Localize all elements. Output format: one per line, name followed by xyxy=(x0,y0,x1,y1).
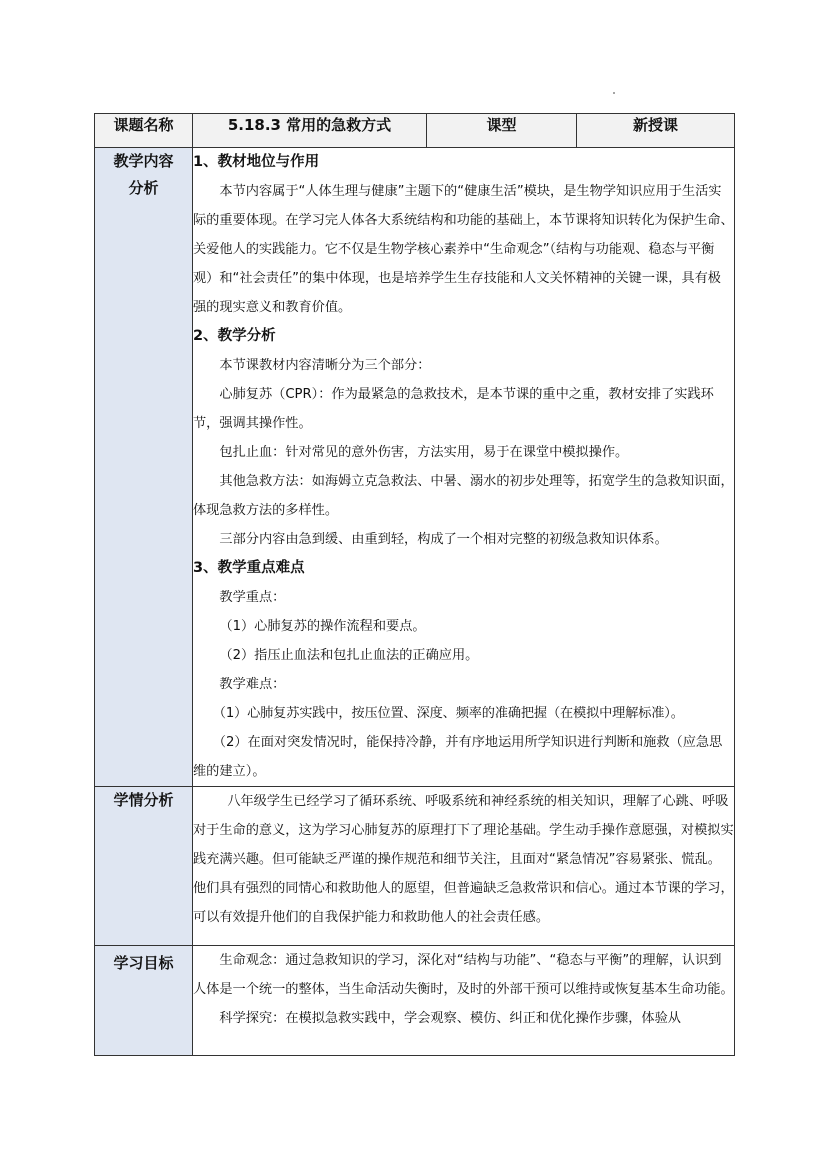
difficulty-1: （1）心肺复苏实践中，按压位置、深度、频率的准确把握（在模拟中理解标准）。 xyxy=(212,706,684,721)
objective-life-concept: 生命观念：通过急救知识的学习，深化对“结构与功能”、“稳态与平衡”的理解，认识到人体是一个统一的整体，当生命活动失衡时，及时的外部干预可以维持或恢复基本生命功能。 xyxy=(193,953,734,997)
objectives-row xyxy=(95,946,735,1056)
student-analysis-text: 八年级学生已经学习了循环系统、呼吸系统和神经系统的相关知识，理解了心跳、呼吸对于生命的意义，这为学习心肺复苏的原理打下了理论基础。学生动手操作意愿强，对模拟实践充满兴趣。但可能缺乏严谨的操作规范和细节关注，且面对“紧急情况”容易紧张、慌乱。他们具有强烈的同情心和救助他人的愿望，但普遍缺乏急救常识和信心。通过本节课的学习，可以有效提升他们的自我保护能力和救助他人的社会责任感。 xyxy=(193,794,734,925)
student-analysis-body xyxy=(193,787,735,946)
header-row xyxy=(95,114,735,148)
section2-intro: 本节课教材内容清晰分为三个部分： xyxy=(219,358,431,373)
section1-body: 本节内容属于“人体生理与健康”主题下的“健康生活”模块，是生物学知识应用于生活实际的重要体现。在学习完人体各大系统结构和功能的基础上，本节课将知识转化为保护生命、关爱他人的实践能力。它不仅是生物学核心素养中“生命观念”（结构与功能观、稳态与平衡观）和“社会责任”的集中体现，也是培养学生生存技能和人文关怀精神的关键一课，具有极强的现实意义和教育价值。 xyxy=(193,184,734,315)
objectives-body xyxy=(193,946,735,1056)
difficulties-label: 教学难点： xyxy=(219,677,286,692)
section2-summary: 三部分内容由急到缓、由重到轻，构成了一个相对完整的初级急救知识体系。 xyxy=(219,532,668,547)
section2-cpr: 心肺复苏（CPR）：作为最紧急的急救技术，是本节课的重中之重，教材安排了实践环节，强调其操作性。 xyxy=(193,387,714,431)
section2-other: 其他急救方法：如海姆立克急救法、中暑、溺水的初步处理等，拓宽学生的急救知识面，体现急救方法的多样性。 xyxy=(193,474,734,518)
content-analysis-row xyxy=(95,148,735,787)
content-analysis-label-line1: 教学内容 xyxy=(113,152,174,170)
objective-science-inquiry: 科学探究：在模拟急救实践中，学会观察、模仿、纠正和优化操作步骤，体验从 xyxy=(219,1011,681,1026)
content-analysis-label xyxy=(95,148,193,787)
section1-title: 1、教材地位与作用 xyxy=(193,154,320,170)
type-value: 新授课 xyxy=(577,114,735,148)
section2-bandage: 包扎止血：针对常见的意外伤害，方法实用，易于在课堂中模拟操作。 xyxy=(219,445,629,460)
student-analysis-row xyxy=(95,787,735,946)
topic-label: 课题名称 xyxy=(95,114,193,148)
section2-title: 2、教学分析 xyxy=(193,328,276,344)
key-point-1: （1）心肺复苏的操作流程和要点。 xyxy=(219,619,426,634)
difficulty-2: （2）在面对突发情况时，能保持冷静，并有序地运用所学知识进行判断和施救（应急思维的建立）。 xyxy=(193,735,723,779)
page-dot xyxy=(613,92,615,94)
lesson-plan-table xyxy=(94,113,735,1056)
content-analysis-label-line2: 分析 xyxy=(128,179,159,197)
content-analysis-body xyxy=(193,148,735,787)
key-points-label: 教学重点： xyxy=(219,590,286,605)
topic-value: 5.18.3 常用的急救方式 xyxy=(193,114,427,148)
key-point-2: （2）指压止血法和包扎止血法的正确应用。 xyxy=(219,648,479,663)
student-analysis-label: 学情分析 xyxy=(95,787,193,946)
type-label: 课型 xyxy=(427,114,577,148)
objectives-label: 学习目标 xyxy=(95,946,193,1056)
section3-title: 3、教学重点难点 xyxy=(193,560,305,576)
